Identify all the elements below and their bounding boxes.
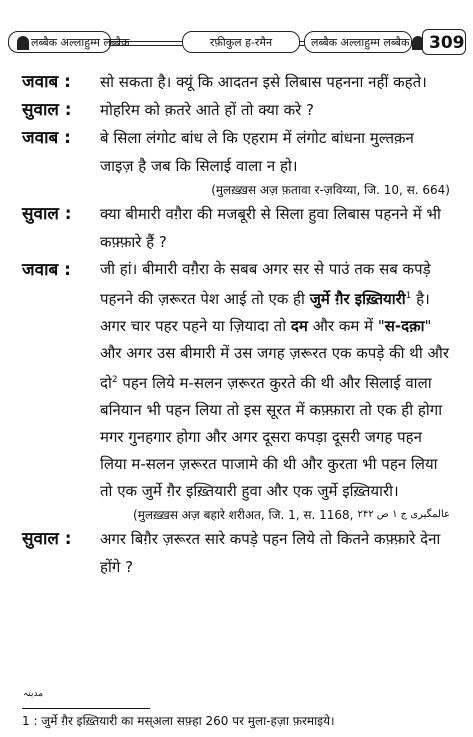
reference-citation: (मुलख़्ख़स अज़ फ़तावा र-ज़विय्या, जि. 10, स. 664) <box>211 183 450 197</box>
question-label: सुवाल : <box>22 204 72 224</box>
arabic-reference: عالمگیری ج ۱ ص ۲۴۲ <box>357 509 450 520</box>
question-label: सुवाल : <box>22 100 72 120</box>
qa-entry <box>22 525 452 581</box>
answer-text: बे सिला लंगोट बांध ले कि एहराम में लंगोट बांधना मुल्तक़न जाइज़ है जब कि सिलाई वाला न हो। <box>100 129 414 175</box>
kaaba-icon <box>17 36 29 50</box>
header-title: रफ़ीकुल ह-रमैन <box>182 31 300 53</box>
reference-citation <box>22 505 452 525</box>
reference-text: (मुलख़्ख़स अज़ बहारे शरीअत, जि. 1, स. 1168, <box>133 508 354 522</box>
footnote-mark: مدینہ <box>23 689 44 699</box>
question-text: क्या बीमारी वग़ैरा की मजबूरी से सिला हुवा लिबास पहनने में भी कफ़्फ़ारे हैं ? <box>100 205 441 251</box>
bold-term: दम <box>290 317 308 335</box>
header-label-right <box>304 31 412 53</box>
bold-term: स-दक़ा <box>384 317 425 335</box>
question-text: मोहरिम को क़तरे आते हों तो क्या करे ? <box>100 101 314 119</box>
footnote: 1 : जुर्मे ग़ैर इख़्तियारी का मस्अला सफ़्हा 260 पर मुला-हज़ा फ़रमाइये। <box>22 714 335 728</box>
answer-part: और कम में " <box>312 317 385 335</box>
answer-label: जवाब : <box>22 260 71 280</box>
qa-entry <box>22 68 452 96</box>
answer-part: पहन लिये म-सलन ज़रूरत कुरते की थी और सिलाई वाला बनियान भी पहन लिया तो इस सूरत में कफ़्फ़ारा तो एक ही होगा मगर गुनहगार होगा और अगर दूसरा कपड़ा दूसरी जगह पहन लिया म-सलन ज़रूरत पाजामे की थी और कुरता भी पहन लिया तो एक जुर्मे ग़ैर इख़्तियारी हुवा और एक जुर्मे इख़्तियारी। <box>100 374 443 500</box>
question-label: सुवाल : <box>22 529 72 549</box>
answer-text: सो सकता है। क्यूं कि आदतन इसे लिबास पहनना नहीं कहते। <box>100 73 427 91</box>
answer-part: " और अगर उस बीमारी में उस जगह ज़रूरत एक कपड़े की थी और दो <box>100 317 449 392</box>
header-label-right-text: लब्बैक अल्लाहुम्म लब्बैक <box>311 36 410 49</box>
answer-part: जी हां। बीमारी वग़ैरा के सबब अगर सर से पाउं तक सब कपड़े पहनने की ज़रूरत पेश आई तो एक ही <box>100 260 431 308</box>
answer-label: जवाब : <box>22 128 71 148</box>
answer-label: जवाब : <box>22 72 71 92</box>
superscript-mark: 2 <box>111 375 118 385</box>
qa-entry <box>22 200 452 256</box>
qa-content <box>22 68 452 581</box>
page-header <box>8 27 465 57</box>
footnote-ref: 1 <box>405 291 412 301</box>
question-text: अगर बिग़ैर ज़रूरत सारे कपड़े पहन लिये तो कितने कफ़्फ़ारे देना होंगे ? <box>100 530 441 576</box>
header-label-left-text: लब्बैक अल्लाहुम्म लब्बैक <box>31 36 130 49</box>
qa-entry <box>22 96 452 124</box>
bold-term: जुर्मे ग़ैर इख़्तियारी <box>309 290 406 308</box>
qa-entry <box>22 124 452 180</box>
answer-part: है। अगर चार पहर पहने या ज़ियादा तो <box>100 290 430 335</box>
page-number: 309 <box>422 29 466 55</box>
footnote-rule <box>22 708 150 709</box>
header-label-left <box>8 31 130 53</box>
qa-entry <box>22 256 452 505</box>
answer-text <box>100 256 452 505</box>
